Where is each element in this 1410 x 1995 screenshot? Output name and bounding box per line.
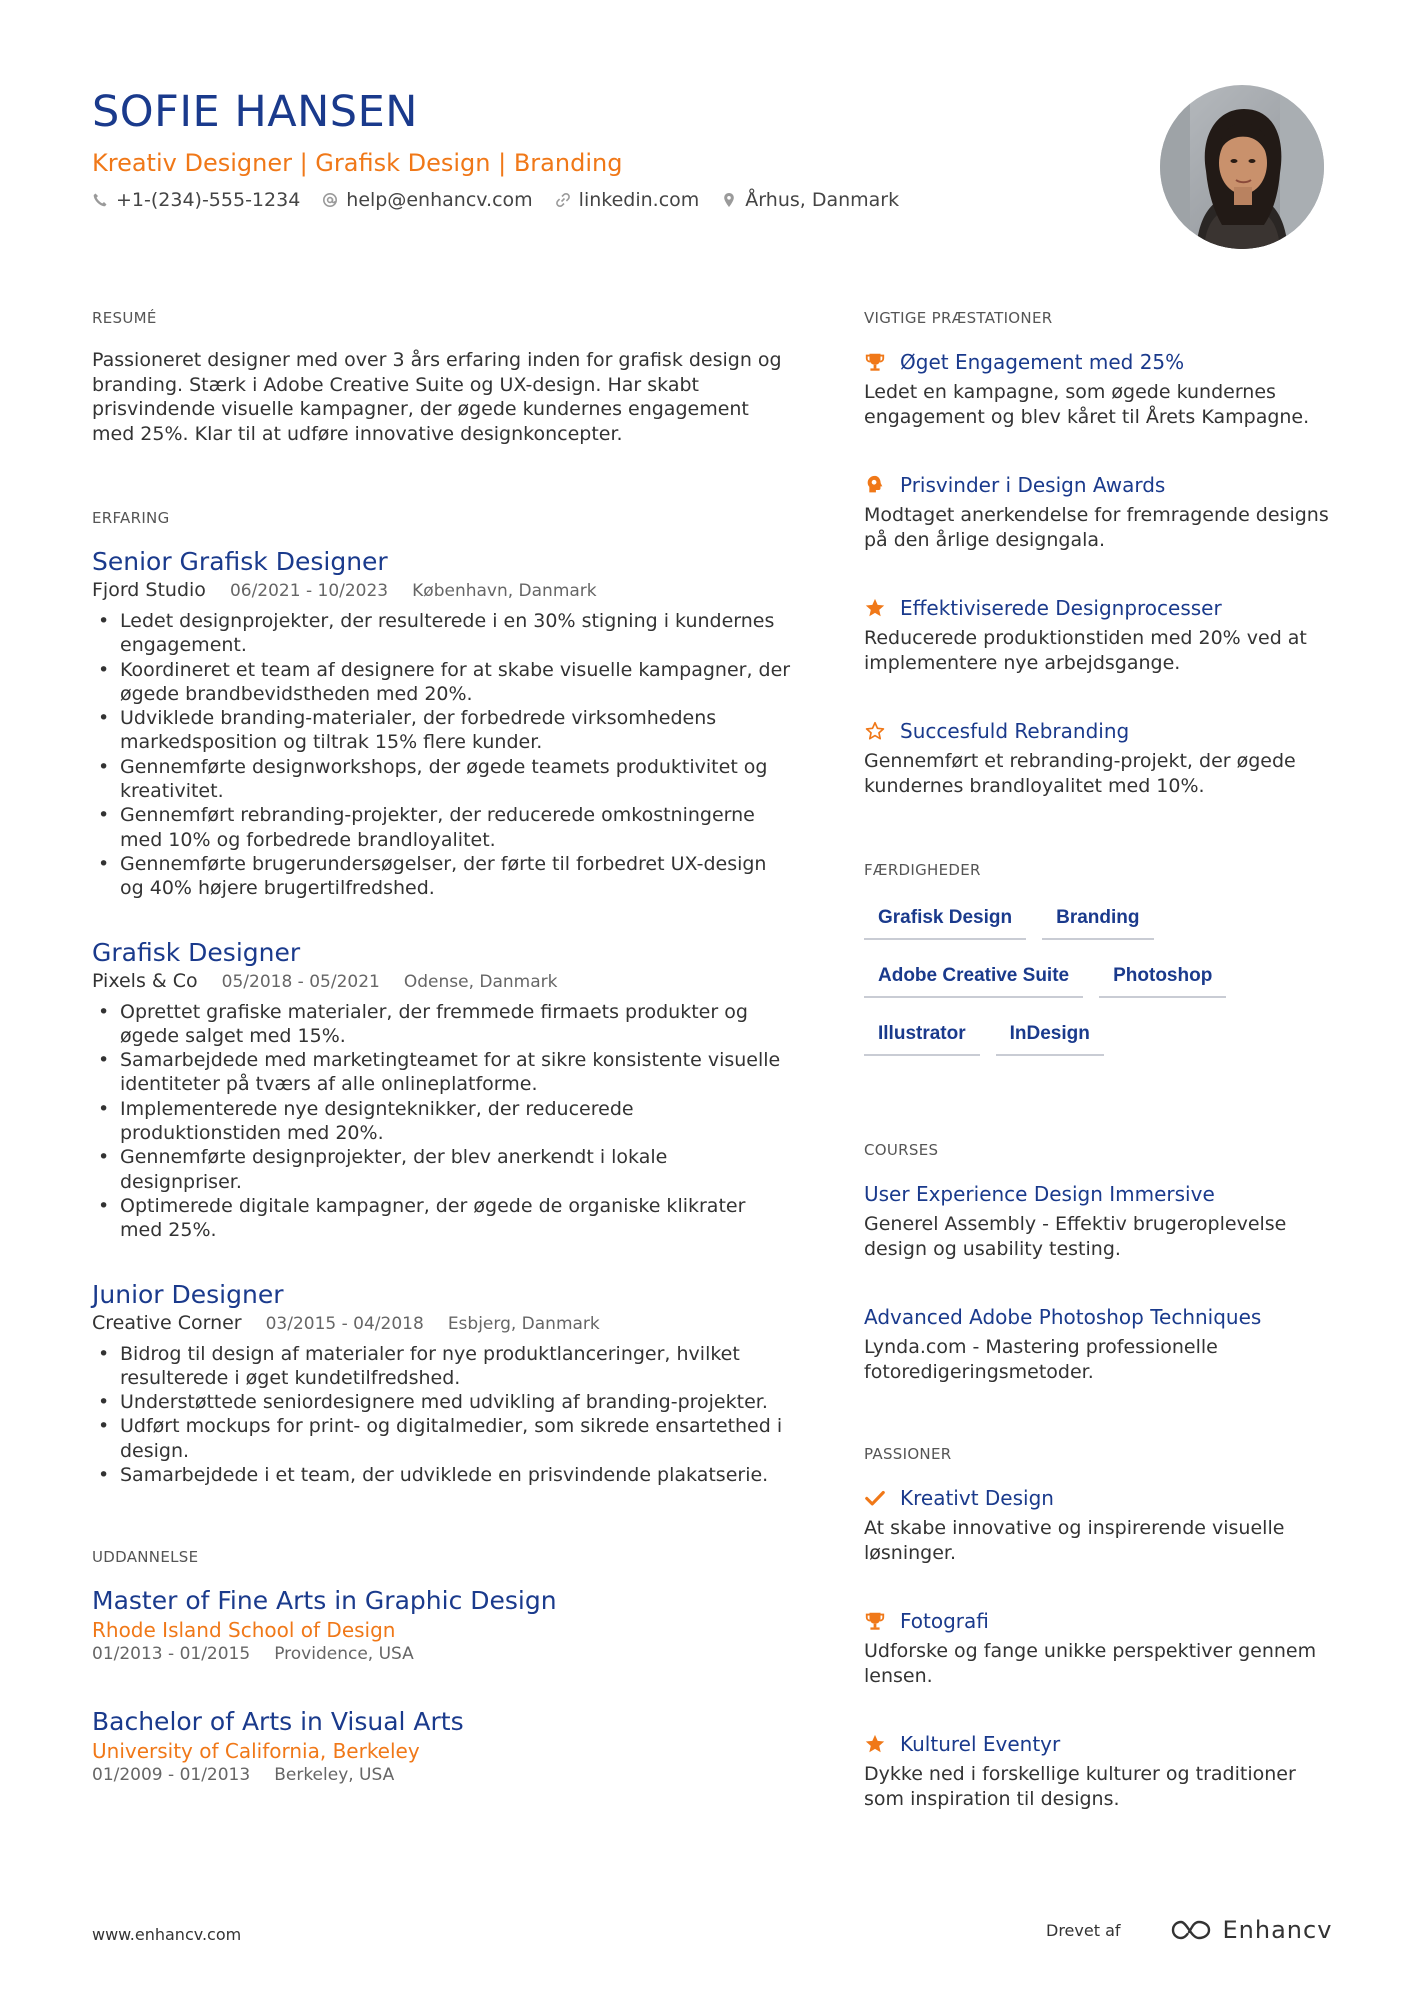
- job-bullet: • Gennemført rebranding-projekter, der reducerede omkostningerne med 10% og forbedrede brandloyalitet.: [92, 803, 792, 852]
- job-bullet: • Bidrog til design af materialer for nye produktlanceringer, hvilket resulterede i øget kundetilfredshed.: [92, 1342, 792, 1391]
- job-meta: [92, 969, 792, 994]
- achievement-title: Succesfuld Rebranding: [900, 719, 1130, 743]
- skill-tag: Adobe Creative Suite: [864, 964, 1083, 998]
- achievement-header: [864, 594, 1334, 622]
- achievement-item: [864, 348, 1334, 429]
- job-title: Senior Grafisk Designer: [92, 547, 388, 576]
- achievement-description: Reducerede produktionstiden med 20% ved at implementere nye arbejdsgange.: [864, 627, 1307, 674]
- trophy-icon: [864, 1610, 886, 1632]
- passion-description: At skabe innovative og inspirerende visuelle løsninger.: [864, 1517, 1285, 1564]
- at-icon: [322, 192, 338, 208]
- avatar: [1160, 85, 1324, 249]
- education-location: Berkeley, USA: [274, 1765, 395, 1786]
- contact-info: [92, 188, 1152, 212]
- course-item: [864, 1180, 1334, 1261]
- education-dates: 01/2013 - 01/2015: [92, 1644, 251, 1665]
- passion-title: Kreativt Design: [900, 1486, 1054, 1510]
- footer-website[interactable]: www.enhancv.com: [92, 1925, 242, 1944]
- achievement-header: [864, 471, 1334, 499]
- check-icon: [864, 1487, 886, 1509]
- profile-photo: [1160, 85, 1324, 249]
- course-description: Generel Assembly - Effektiv brugeroplevelse design og usability testing.: [864, 1213, 1287, 1260]
- resume-header: [92, 86, 1152, 212]
- skills-heading: FÆRDIGHEDER: [864, 861, 981, 879]
- left-column: [92, 308, 792, 1787]
- job-bullet: • Implementerede nye designteknikker, der reducerede produktionstiden med 20%.: [92, 1097, 792, 1146]
- summary-text: Passioneret designer med over 3 års erfaring inden for grafisk design og branding. Stærk i Adobe Creative Suite og UX-design. Har skabt prisvindende visuelle kampagner, der øgede kundernes engagement med 25%. Klar til at udføre innovative designkoncepter.: [92, 349, 782, 445]
- enhancv-brand-name: Enhancv: [1222, 1916, 1333, 1944]
- course-description: Lynda.com - Mastering professionelle fotoredigeringsmetoder.: [864, 1336, 1218, 1383]
- job-bullets: [92, 1342, 792, 1488]
- job-dates: 05/2018 - 05/2021: [221, 971, 380, 992]
- education-meta: [92, 1643, 792, 1666]
- job-meta: [92, 1311, 792, 1336]
- job-bullet: • Samarbejdede med marketingteamet for at sikre konsistente visuelle identiteter på tværs af alle onlineplatforme.: [92, 1048, 792, 1097]
- job-entry: [92, 1279, 792, 1488]
- job-location: Odense, Danmark: [403, 971, 558, 992]
- skills-list: [864, 906, 1334, 1080]
- education-dates: 01/2009 - 01/2013: [92, 1765, 251, 1786]
- achievements-heading: VIGTIGE PRÆSTATIONER: [864, 309, 1053, 327]
- achievement-header: [864, 717, 1334, 745]
- skill-tag: InDesign: [996, 1022, 1104, 1056]
- achievement-header: [864, 348, 1334, 376]
- passion-title: Fotografi: [900, 1609, 989, 1633]
- star-icon: [864, 1733, 886, 1755]
- achievement-title: Øget Engagement med 25%: [900, 350, 1185, 374]
- star-icon: [864, 597, 886, 619]
- job-bullet: • Udført mockups for print- og digitalmedier, som sikrede ensartethed i design.: [92, 1414, 792, 1463]
- link-icon: [555, 192, 571, 208]
- job-entry: [92, 937, 792, 1243]
- contact-linkedin-text: linkedin.com: [578, 189, 700, 211]
- job-company: Fjord Studio: [92, 579, 206, 601]
- achievement-description: Gennemført et rebranding-projekt, der øgede kundernes brandloyalitet med 10%.: [864, 750, 1296, 797]
- courses-heading: COURSES: [864, 1141, 939, 1159]
- job-bullet: • Udviklede branding-materialer, der forbedrede virksomhedens markedsposition og tiltrak 15% flere kunder.: [92, 706, 792, 755]
- passion-item: [864, 1607, 1334, 1688]
- contact-location: [721, 188, 899, 212]
- job-entry: [92, 546, 792, 901]
- education-degree: Bachelor of Arts in Visual Arts: [92, 1707, 464, 1737]
- job-bullet: • Oprettet grafiske materialer, der fremmede firmaets produkter og øgede salget med 15%.: [92, 1000, 792, 1049]
- job-bullets: [92, 1000, 792, 1243]
- job-company: Creative Corner: [92, 1311, 242, 1334]
- powered-by-label: Drevet af: [1046, 1920, 1121, 1940]
- achievement-title: Prisvinder i Design Awards: [900, 473, 1166, 497]
- skill-tag: Illustrator: [864, 1022, 980, 1056]
- skill-tag: Photoshop: [1099, 964, 1226, 998]
- job-location: København, Danmark: [412, 581, 597, 601]
- course-title: User Experience Design Immersive: [864, 1182, 1215, 1206]
- contact-phone: [92, 188, 300, 212]
- passion-header: [864, 1730, 1334, 1758]
- skill-tag: Grafisk Design: [864, 906, 1026, 940]
- education-location: Providence, USA: [274, 1644, 414, 1665]
- contact-location-text: Århus, Danmark: [745, 189, 900, 211]
- achievement-item: [864, 594, 1334, 675]
- location-pin-icon: [721, 192, 737, 208]
- enhancv-logo[interactable]: [1169, 1916, 1333, 1944]
- contact-phone-text: +1-(234)-555-1234: [116, 189, 301, 211]
- education-entry: [92, 1585, 792, 1666]
- contact-email[interactable]: [322, 188, 532, 212]
- passion-title: Kulturel Eventyr: [900, 1732, 1061, 1756]
- job-bullet: • Koordineret et team af designere for at skabe visuelle kampagner, der øgede brandbevidstheden med 20%.: [92, 658, 792, 707]
- job-bullets: [92, 609, 792, 901]
- summary-heading: RESUMÉ: [92, 309, 157, 327]
- course-item: [864, 1303, 1334, 1384]
- job-bullet: • Samarbejdede i et team, der udviklede en prisvindende plakatserie.: [92, 1463, 792, 1487]
- passion-item: [864, 1730, 1334, 1811]
- trophy-icon: [864, 351, 886, 373]
- education-school: Rhode Island School of Design: [92, 1618, 396, 1643]
- job-bullet: • Gennemførte designprojekter, der blev anerkendt i lokale designpriser.: [92, 1145, 792, 1194]
- passion-header: [864, 1484, 1334, 1512]
- job-title: Junior Designer: [92, 1279, 284, 1309]
- job-bullet: • Optimerede digitale kampagner, der øgede de organiske klikrater med 25%.: [92, 1194, 792, 1243]
- job-location: Esbjerg, Danmark: [447, 1313, 600, 1334]
- phone-icon: [92, 192, 108, 208]
- education-degree: Master of Fine Arts in Graphic Design: [92, 1586, 557, 1616]
- passion-description: Dykke ned i forskellige kulturer og traditioner som inspiration til designs.: [864, 1763, 1296, 1810]
- education-school: University of California, Berkeley: [92, 1739, 420, 1764]
- candidate-title: Kreativ Designer | Grafisk Design | Branding: [92, 149, 623, 177]
- contact-email-text: help@enhancv.com: [346, 189, 533, 211]
- contact-linkedin[interactable]: [555, 188, 700, 212]
- passion-description: Udforske og fange unikke perspektiver gennem lensen.: [864, 1640, 1317, 1687]
- job-dates: 03/2015 - 04/2018: [265, 1313, 424, 1334]
- achievement-title: Effektiviserede Designprocesser: [900, 596, 1222, 620]
- job-title: Grafisk Designer: [92, 937, 301, 967]
- achievement-description: Ledet en kampagne, som øgede kundernes engagement og blev kåret til Årets Kampagne.: [864, 381, 1310, 428]
- course-title: Advanced Adobe Photoshop Techniques: [864, 1305, 1262, 1329]
- passion-item: [864, 1484, 1334, 1565]
- candidate-name: SOFIE HANSEN: [92, 87, 418, 137]
- head-idea-icon: [864, 474, 886, 496]
- job-bullet: • Gennemførte designworkshops, der øgede teamets produktivitet og kreativitet.: [92, 755, 792, 804]
- job-bullet: • Understøttede seniordesignere med udvikling af branding-projekter.: [92, 1390, 792, 1414]
- right-column: [864, 308, 1334, 1811]
- job-meta: [92, 578, 792, 603]
- job-bullet: • Ledet designprojekter, der resulterede i en 30% stigning i kundernes engagement.: [92, 609, 792, 658]
- enhancv-logo-icon: [1169, 1918, 1215, 1942]
- skill-tag: Branding: [1042, 906, 1153, 940]
- job-company: Pixels & Co: [92, 969, 198, 992]
- job-dates: 06/2021 - 10/2023: [229, 581, 389, 601]
- footer-branding: [1046, 1916, 1332, 1944]
- achievement-description: Modtaget anerkendelse for fremragende designs på den årlige designgala.: [864, 504, 1329, 551]
- passions-heading: PASSIONER: [864, 1445, 952, 1463]
- achievement-item: [864, 471, 1334, 552]
- experience-heading: ERFARING: [92, 509, 170, 527]
- education-entry: [92, 1706, 792, 1787]
- job-bullet: • Gennemførte brugerundersøgelser, der førte til forbedret UX-design og 40% højere brugertilfredshed.: [92, 852, 792, 901]
- education-heading: UDDANNELSE: [92, 1548, 199, 1567]
- star-outline-icon: [864, 720, 886, 742]
- achievement-item: [864, 717, 1334, 798]
- education-meta: [92, 1764, 792, 1787]
- passion-header: [864, 1607, 1334, 1635]
